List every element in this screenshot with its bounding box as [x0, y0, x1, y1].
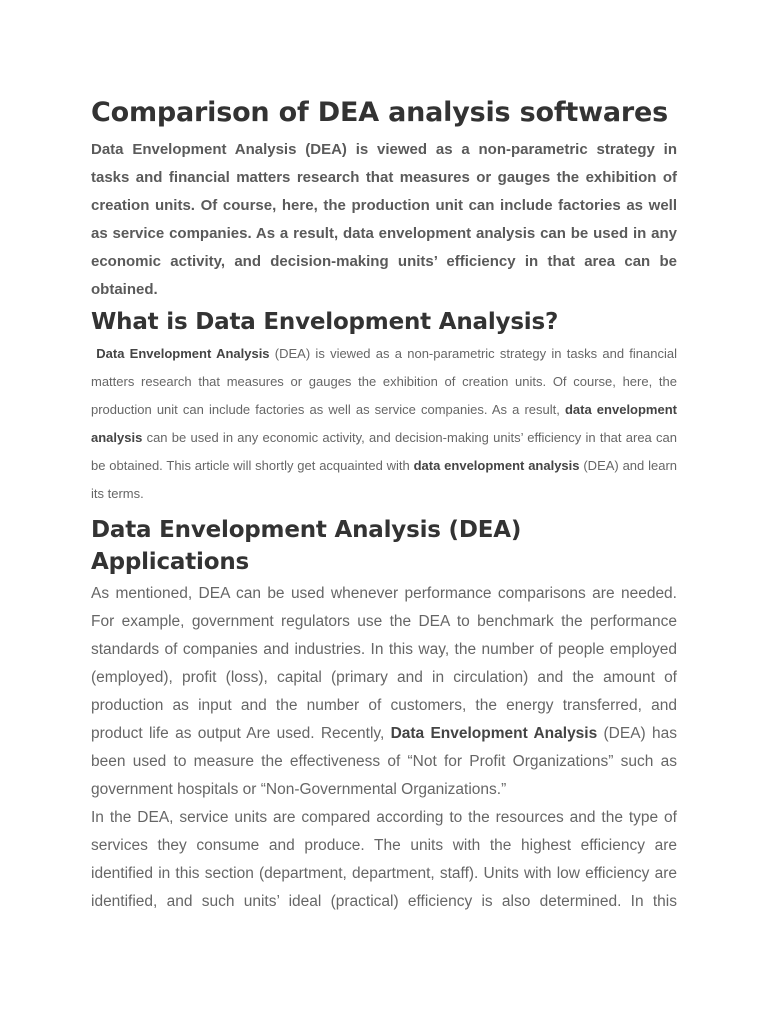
section-heading-what-is-dea: What is Data Envelopment Analysis? — [91, 309, 559, 335]
page-title: Comparison of DEA analysis softwares — [91, 97, 668, 128]
paragraph-text: (DEA) has been used to measure the effectiveness of “Not for Profit Organizations” such as government hospitals or “Non-Governmental Organizations.” — [91, 725, 677, 798]
bold-term: Data Envelopment Analysis — [390, 725, 598, 742]
paragraph-text: (DEA) and learn its terms. — [91, 458, 678, 501]
section-heading-dea-applications: Data Envelopment Analysis (DEA) Applications — [91, 517, 522, 575]
paragraph-text: can be used in any economic activity, and decision-making units’ efficiency in that area can be obtained. This article will shortly get acquainted with — [91, 430, 677, 473]
section-applications-paragraph-2: In the DEA, service units are compared according to the resources and the type of services they consume and produce. The units with the highest efficiency are identified in this section (department, department, staff). Units with low efficiency are identified, and such units’ ideal (practical) efficiency is also determined. In this — [91, 809, 677, 910]
article — [91, 90, 677, 916]
intro-paragraph: Data Envelopment Analysis (DEA) is viewed as a non-parametric strategy in tasks and financial matters research that measures or gauges the exhibition of creation units. Of course, here, the production unit can include factories as well as service companies. As a result, data envelopment analysis can be used in any economic activity, and decision-making units’ efficiency in that area can be obtained. — [91, 141, 677, 298]
bold-term: Data Envelopment Analysis — [96, 346, 270, 361]
paragraph-text: (DEA) is viewed as a non-parametric strategy in tasks and financial matters research that measures or gauges the exhibition of creation units. Of course, here, the production unit can include factories as well as service companies. As a result, — [91, 346, 677, 417]
bold-term: data envelopment analysis — [413, 458, 580, 473]
section-applications-paragraph-1 — [91, 580, 677, 804]
paragraph-text: As mentioned, DEA can be used whenever performance comparisons are needed. For example, government regulators use the DEA to benchmark the performance standards of companies and industries. In this way, the number of people employed (employed), profit (loss), capital (primary and in circulation) and the amount of production as input and the number of customers, the energy transferred, and product life as output Are used. Recently, — [91, 585, 677, 742]
section-what-is-dea-paragraph — [91, 340, 677, 508]
bold-term: data envelopment analysis — [91, 402, 677, 445]
